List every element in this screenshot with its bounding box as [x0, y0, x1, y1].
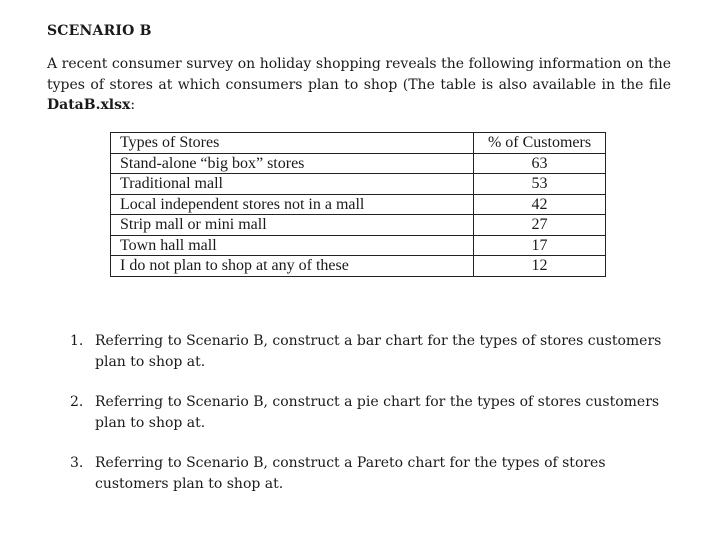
store-type-cell: Town hall mall: [111, 235, 474, 256]
question-number: 2.: [70, 394, 84, 410]
store-type-cell: Local independent stores not in a mall: [111, 194, 474, 215]
scenario-heading: SCENARIO B: [47, 23, 152, 39]
table-row: [111, 174, 606, 195]
percent-cell: 42: [474, 194, 606, 215]
question-text: Referring to Scenario B, construct a Pareto chart for the types of stores customers plan to shop at.: [95, 455, 606, 492]
percent-cell: 17: [474, 235, 606, 256]
table-row: [111, 194, 606, 215]
question-item: [70, 453, 671, 494]
question-item: [70, 331, 671, 372]
question-number: 3.: [70, 455, 84, 471]
question-list: [70, 331, 671, 514]
table-row: [111, 256, 606, 277]
table-row: [111, 153, 606, 174]
store-type-cell: Traditional mall: [111, 174, 474, 195]
percent-cell: 12: [474, 256, 606, 277]
question-text: Referring to Scenario B, construct a pie chart for the types of stores customers plan to shop at.: [95, 394, 660, 431]
store-type-cell: I do not plan to shop at any of these: [111, 256, 474, 277]
question-text: Referring to Scenario B, construct a bar chart for the types of stores customers plan to shop at.: [95, 333, 662, 370]
store-types-table: [110, 132, 606, 277]
table-header-row: [111, 133, 606, 154]
table-row: [111, 215, 606, 236]
data-file-name: DataB.xlsx: [47, 97, 131, 113]
column-header-store-type: Types of Stores: [111, 133, 474, 154]
store-type-cell: Stand-alone “big box” stores: [111, 153, 474, 174]
percent-cell: 53: [474, 174, 606, 195]
table-row: [111, 235, 606, 256]
question-number: 1.: [70, 333, 84, 349]
intro-colon: :: [130, 97, 136, 113]
percent-cell: 27: [474, 215, 606, 236]
question-item: [70, 392, 671, 433]
intro-text: A recent consumer survey on holiday shopping reveals the following information on the types of stores at which consumers plan to shop (The table is also available in the file: [47, 56, 671, 93]
intro-paragraph: [47, 54, 671, 116]
store-type-cell: Strip mall or mini mall: [111, 215, 474, 236]
column-header-percent: % of Customers: [474, 133, 606, 154]
percent-cell: 63: [474, 153, 606, 174]
